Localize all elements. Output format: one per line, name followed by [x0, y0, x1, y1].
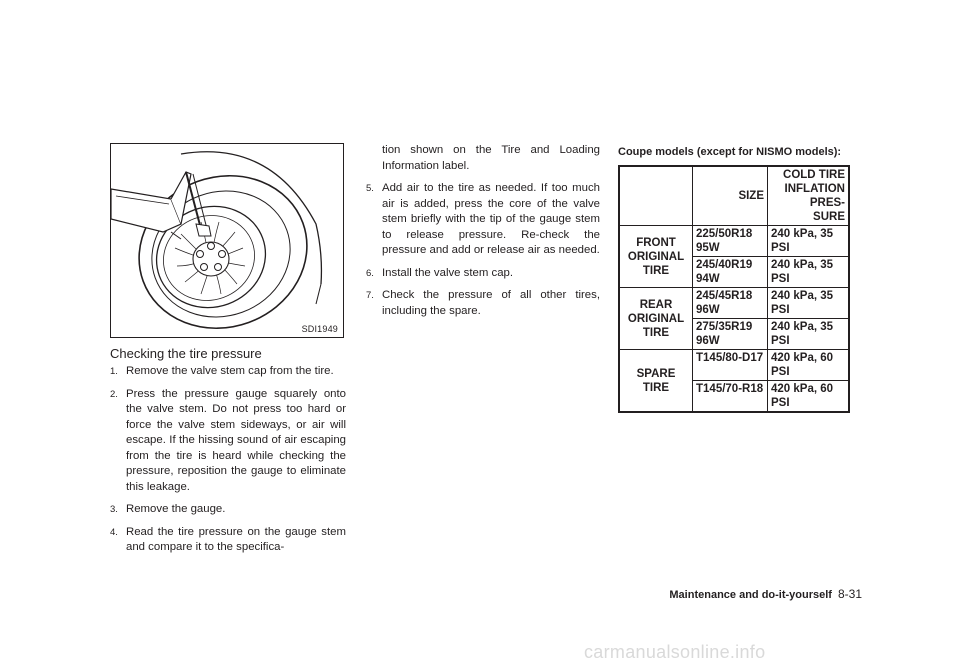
pressure-cell: 240 kPa, 35 PSI — [768, 288, 850, 319]
size-cell: T145/70-R18 — [693, 381, 768, 413]
position-cell: FRONT ORIGINAL TIRE — [619, 226, 693, 288]
pressure-cell: 240 kPa, 35 PSI — [768, 319, 850, 350]
header-position — [619, 166, 693, 226]
pressure-cell: 420 kPa, 60 PSI — [768, 350, 850, 381]
size-cell: 245/45R18 96W — [693, 288, 768, 319]
step-3 — [110, 502, 346, 518]
pressure-cell: 420 kPa, 60 PSI — [768, 381, 850, 413]
step-4-continued: tion shown on the Tire and Loading Information label. — [382, 144, 600, 172]
step-number: 7. — [366, 290, 374, 301]
table-row — [619, 226, 849, 257]
step-4 — [110, 525, 346, 556]
pressure-cell: 240 kPa, 35 PSI — [768, 257, 850, 288]
step-number: 2. — [110, 388, 118, 400]
steps-column-1 — [110, 364, 346, 563]
step-text: Check the pressure of all other tires, including the spare. — [382, 289, 600, 317]
step-number: 6. — [366, 267, 374, 279]
step-text: Install the valve stem cap. — [382, 266, 514, 279]
size-cell: 275/35R19 96W — [693, 319, 768, 350]
footer-section-title: Maintenance and do-it-yourself — [669, 589, 832, 601]
step-text: Remove the valve stem cap from the tire. — [126, 365, 334, 377]
step-5 — [366, 181, 600, 259]
tire-illustration-figure — [110, 143, 344, 338]
size-cell: T145/80-D17 — [693, 350, 768, 381]
table-row — [619, 350, 849, 381]
step-text: Remove the gauge. — [126, 503, 226, 515]
step-1 — [110, 364, 346, 380]
step-number: 1. — [110, 366, 118, 377]
step-number: 5. — [366, 183, 374, 194]
step-number: 3. — [110, 504, 118, 515]
step-text: Add air to the tire as needed. If too much air is added, press the core of the valve stem briefly with the tip of the gauge stem to release pressure. Re-check the pressure and add or release air as needed. — [382, 182, 600, 256]
step-text: Read the tire pressure on the gauge stem and compare it to the specifica- — [126, 525, 346, 553]
section-title: Checking the tire pressure — [110, 346, 262, 361]
step-number: 4. — [110, 526, 118, 538]
step-6 — [366, 266, 600, 282]
position-cell: SPARE TIRE — [619, 350, 693, 413]
header-pressure: COLD TIRE INFLATION PRES- SURE — [768, 166, 850, 226]
table-header-row — [619, 166, 849, 226]
figure-code: SDI1949 — [301, 324, 338, 334]
table-row — [619, 288, 849, 319]
size-cell: 245/40R19 94W — [693, 257, 768, 288]
step-7 — [366, 288, 600, 319]
page-footer — [669, 587, 862, 601]
step-text: Press the pressure gauge squarely onto the valve stem. Do not press too hard or force the valve stem sideways, or air will escape. If the hissing sound of air escaping from the tire is heard while checking the pressure, reposition the gauge to eliminate this leakage. — [126, 387, 346, 493]
page-number: 8-31 — [837, 587, 862, 601]
step-2 — [110, 387, 346, 496]
pressure-cell: 240 kPa, 35 PSI — [768, 226, 850, 257]
table-caption: Coupe models (except for NISMO models): — [618, 146, 842, 158]
header-size: SIZE — [693, 166, 768, 226]
position-cell: REAR ORIGINAL TIRE — [619, 288, 693, 350]
steps-column-2 — [366, 143, 600, 326]
tire-pressure-table — [618, 165, 850, 413]
tire-pressure-gauge-icon — [111, 144, 343, 337]
size-cell: 225/50R18 95W — [693, 226, 768, 257]
watermark: carmanualsonline.info — [584, 642, 766, 662]
